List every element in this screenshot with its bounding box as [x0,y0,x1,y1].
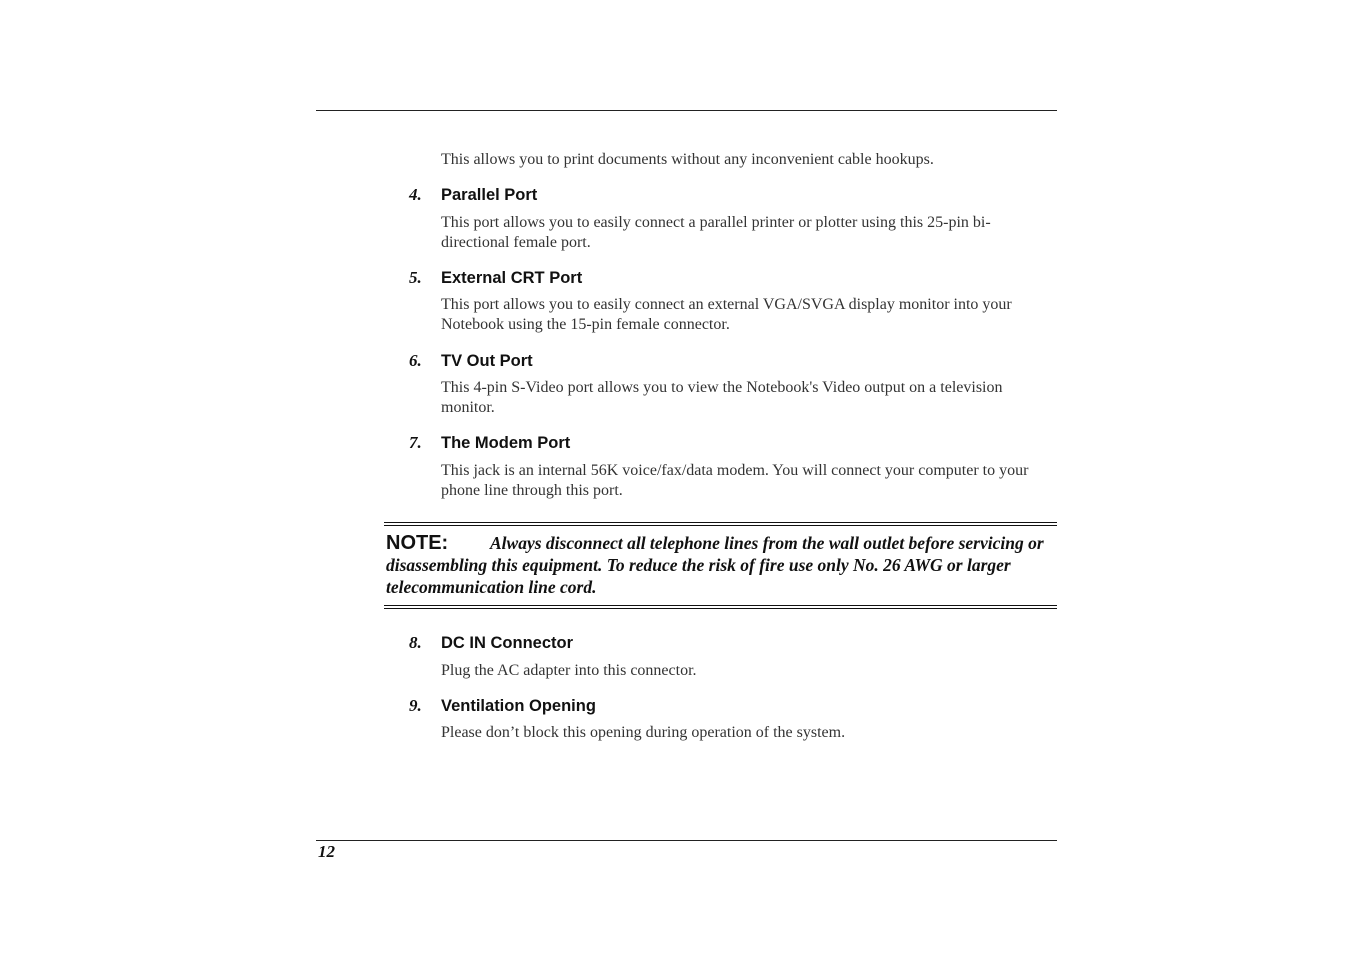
page-number: 12 [318,842,335,861]
item-title-tv-out-port: TV Out Port [441,352,533,370]
note-content [386,532,1046,598]
item-title-external-crt-port: External CRT Port [441,269,583,287]
item-description: This jack is an internal 56K voice/fax/data modem. You will connect your computer to your phone line through this port. [441,462,1029,499]
item-title-modem-port: The Modem Port [441,434,571,452]
item-title-ventilation-opening: Ventilation Opening [441,697,596,715]
note-text: Always disconnect all telephone lines from the wall outlet before servicing or disassembling this equipment. To reduce the risk of fire use only No. 26 AWG or larger telecommunication line cord. [386,533,1044,597]
item-description: This 4-pin S-Video port allows you to view the Notebook's Video output on a television monitor. [441,379,1003,416]
item-title-parallel-port: Parallel Port [441,186,538,204]
item-description: Plug the AC adapter into this connector. [441,662,697,679]
item-description: This port allows you to easily connect an external VGA/SVGA display monitor into your Notebook using the 15-pin female connector. [441,296,1012,333]
item-title-dc-in-connector: DC IN Connector [441,634,573,652]
item-number: 9. [409,696,422,715]
item-number: 8. [409,633,422,652]
item-description: This port allows you to easily connect a parallel printer or plotter using this 25-pin bi-directional female port. [441,214,991,251]
item-number: 6. [409,351,422,370]
item-description: Please don’t block this opening during operation of the system. [441,724,846,741]
item-number: 4. [409,185,422,204]
header-rule [316,110,1057,111]
footer-rule [316,840,1057,841]
note-label: NOTE: [386,532,449,554]
item-number: 7. [409,433,422,452]
item-number: 5. [409,268,422,287]
intro-paragraph: This allows you to print documents without any inconvenient cable hookups. [441,151,934,168]
